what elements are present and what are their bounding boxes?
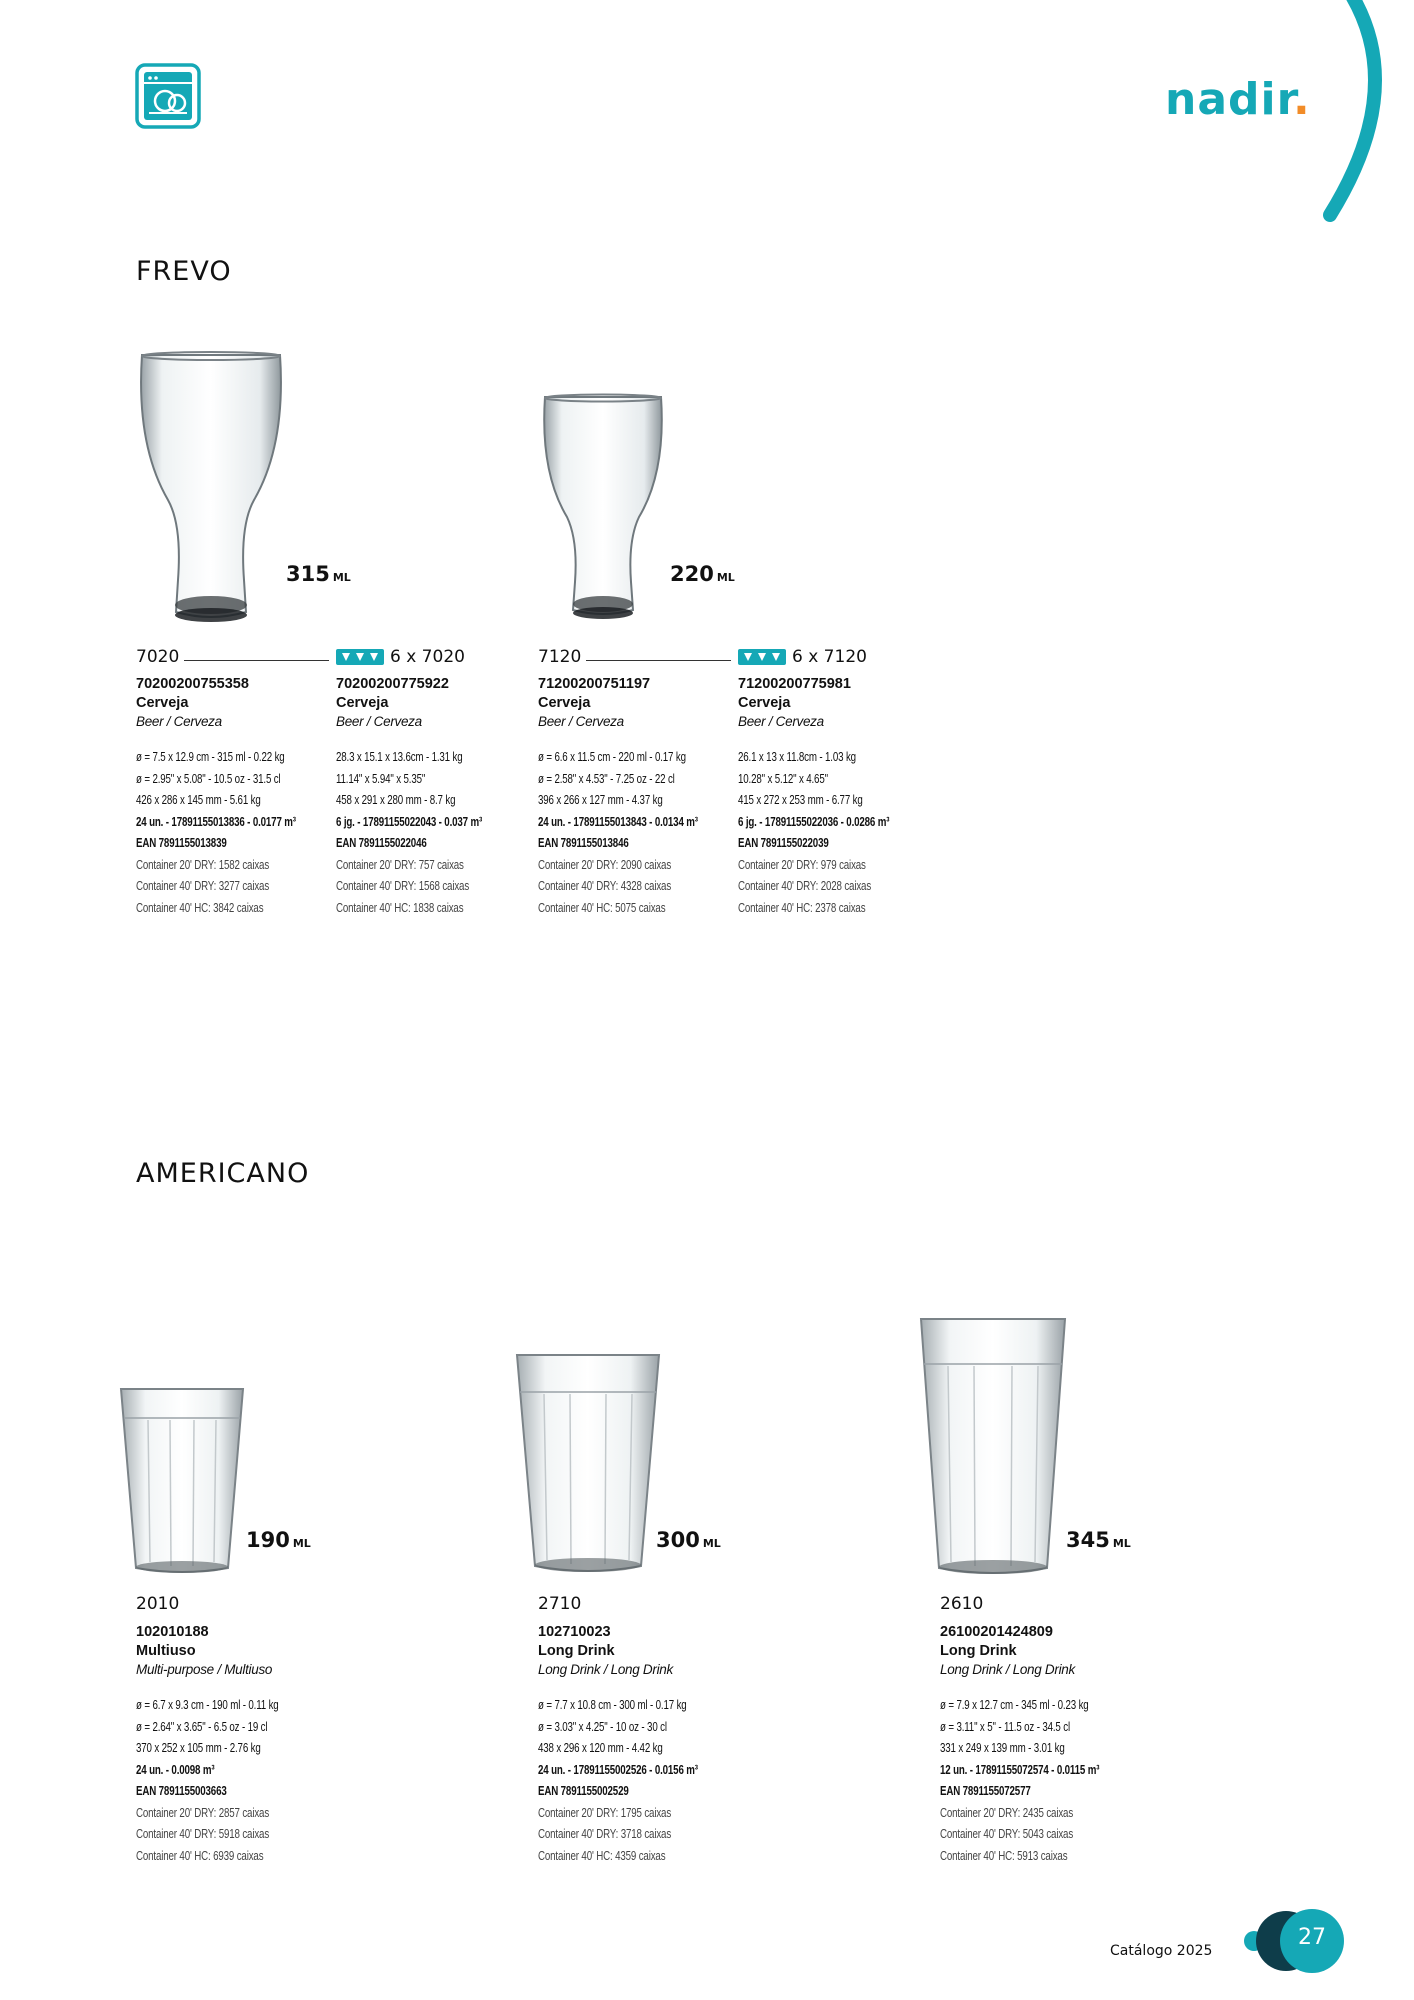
pack-info-7120 [738,676,933,919]
divider-line [586,660,731,661]
product-subtitle: Beer / Cerveza [136,714,222,729]
box-pack-icon [336,649,384,665]
spec-dimensions-imperial: ø = 2.64" x 3.65" - 6.5 oz - 19 cl [136,1719,268,1734]
product-name: Multiuso [136,1643,196,1659]
product-name: Cerveja [136,695,189,711]
spec-container-20dry: Container 20' DRY: 1795 caixas [538,1805,672,1820]
spec-box-size: 415 x 272 x 253 mm - 6.77 kg [738,793,863,807]
spec-container-20dry: Container 20' DRY: 2857 caixas [136,1805,270,1820]
capacity-label: 315 ML [286,562,351,586]
brand-logo: nadir. [1165,74,1311,125]
product-info-2710 [538,1624,733,1867]
spec-container-40hc: Container 40' HC: 5075 caixas [538,900,666,915]
spec-container-40dry: Container 40' DRY: 2028 caixas [738,879,872,893]
spec-container-40hc: Container 40' HC: 6939 caixas [136,1848,264,1863]
capacity-label: 345 ML [1066,1528,1131,1552]
spec-container-40hc: Container 40' HC: 4359 caixas [538,1848,666,1863]
product-subtitle: Multi-purpose / Multiuso [136,1662,273,1677]
spec-ean: EAN 7891155013839 [136,836,227,850]
product-name: Cerveja [336,695,389,711]
capacity-label: 300 ML [656,1528,721,1552]
spec-box-size: 458 x 291 x 280 mm - 8.7 kg [336,793,456,807]
spec-dimensions-imperial: 11.14" x 5.94" x 5.35" [336,771,426,786]
box-pack-icon [738,649,786,665]
product-subtitle: Long Drink / Long Drink [538,1662,673,1677]
product-name: Cerveja [538,695,591,711]
product-code: 2010 [136,1594,180,1614]
product-code: 2710 [538,1594,582,1614]
spec-container-40dry: Container 40' DRY: 1568 caixas [336,879,470,893]
spec-container-40hc: Container 40' HC: 3842 caixas [136,900,264,915]
spec-list [538,747,733,919]
product-info-2010 [136,1624,331,1867]
spec-list [538,1695,733,1867]
product-subtitle: Beer / Cerveza [738,714,824,729]
product-code: 2610 [940,1594,984,1614]
pack-code: 6 x 7020 [336,647,465,667]
spec-container-20dry: Container 20' DRY: 979 caixas [738,857,866,872]
spec-box-size: 370 x 252 x 105 mm - 2.76 kg [136,1741,261,1755]
spec-box-size: 438 x 296 x 120 mm - 4.42 kg [538,1741,663,1755]
spec-ean: EAN 7891155022046 [336,836,427,850]
ean-code: 71200200751197 [538,676,651,692]
spec-ean: EAN 7891155013846 [538,836,629,850]
spec-container-40dry: Container 40' DRY: 3277 caixas [136,879,270,893]
product-name: Long Drink [940,1643,1017,1659]
americano-300-glass-image [514,1352,662,1576]
product-name: Cerveja [738,695,791,711]
product-subtitle: Beer / Cerveza [336,714,422,729]
spec-container-20dry: Container 20' DRY: 2435 caixas [940,1805,1074,1820]
product-info-2610 [940,1624,1135,1867]
spec-box-size: 426 x 286 x 145 mm - 5.61 kg [136,793,261,807]
spec-container-20dry: Container 20' DRY: 1582 caixas [136,857,270,872]
spec-dimensions-imperial: ø = 3.03" x 4.25" - 10 oz - 30 cl [538,1719,667,1734]
page-number: 27 [1298,1925,1326,1950]
spec-list [336,747,531,919]
spec-box-size: 331 x 249 x 139 mm - 3.01 kg [940,1741,1065,1755]
capacity-label: 190 ML [246,1528,311,1552]
spec-dimensions-metric: ø = 7.9 x 12.7 cm - 345 ml - 0.23 kg [940,1698,1089,1712]
spec-box-units: 24 un. - 17891155013843 - 0.0134 m³ [538,814,698,829]
spec-container-40hc: Container 40' HC: 1838 caixas [336,900,464,915]
ean-code: 102710023 [538,1624,611,1640]
spec-dimensions-metric: ø = 7.5 x 12.9 cm - 315 ml - 0.22 kg [136,750,285,764]
product-name: Long Drink [538,1643,615,1659]
spec-box-units: 12 un. - 17891155072574 - 0.0115 m³ [940,1762,1100,1777]
decorative-arc-icon [1300,0,1410,225]
spec-dimensions-imperial: ø = 3.11" x 5" - 11.5 oz - 34.5 cl [940,1719,1070,1734]
spec-ean: EAN 7891155002529 [538,1784,629,1798]
spec-box-units: 24 un. - 0.0098 m³ [136,1762,215,1777]
americano-345-glass-image [918,1316,1068,1578]
spec-container-40dry: Container 40' DRY: 3718 caixas [538,1827,672,1841]
pack-code: 6 x 7120 [738,647,867,667]
spec-list [136,747,331,919]
spec-dimensions-metric: ø = 6.7 x 9.3 cm - 190 ml - 0.11 kg [136,1698,279,1712]
spec-dimensions-metric: 26.1 x 13 x 11.8cm - 1.03 kg [738,750,856,764]
product-code: 7120 [538,647,582,667]
ean-code: 70200200775922 [336,676,449,692]
ean-code: 26100201424809 [940,1624,1053,1640]
catalog-label: Catálogo 2025 [1110,1943,1213,1959]
spec-dimensions-imperial: 10.28" x 5.12" x 4.65" [738,771,828,786]
spec-container-40hc: Container 40' HC: 2378 caixas [738,900,866,915]
capacity-label: 220 ML [670,562,735,586]
americano-190-glass-image [118,1386,246,1576]
spec-ean: EAN 7891155022039 [738,836,829,850]
spec-dimensions-imperial: ø = 2.58" x 4.53" - 7.25 oz - 22 cl [538,771,675,786]
spec-container-40dry: Container 40' DRY: 4328 caixas [538,879,672,893]
ean-code: 102010188 [136,1624,209,1640]
product-code: 7020 [136,647,180,667]
divider-line [184,660,329,661]
spec-list [738,747,933,919]
spec-box-units: 24 un. - 17891155002526 - 0.0156 m³ [538,1762,698,1777]
spec-dimensions-metric: ø = 7.7 x 10.8 cm - 300 ml - 0.17 kg [538,1698,687,1712]
ean-code: 71200200775981 [738,676,851,692]
spec-box-units: 6 jg. - 17891155022043 - 0.037 m³ [336,814,483,829]
spec-ean: EAN 7891155003663 [136,1784,227,1798]
frevo-220-glass-image [540,392,666,624]
dishwasher-safe-icon [135,63,201,129]
spec-container-20dry: Container 20' DRY: 757 caixas [336,857,464,872]
section-title-americano: AMERICANO [136,1158,310,1189]
spec-container-20dry: Container 20' DRY: 2090 caixas [538,857,672,872]
spec-box-units: 24 un. - 17891155013836 - 0.0177 m³ [136,814,296,829]
section-title-frevo: FREVO [136,256,232,287]
spec-container-40dry: Container 40' DRY: 5918 caixas [136,1827,270,1841]
spec-list [136,1695,331,1867]
spec-dimensions-imperial: ø = 2.95" x 5.08" - 10.5 oz - 31.5 cl [136,771,281,786]
pack-info-7020 [336,676,531,919]
spec-box-units: 6 jg. - 17891155022036 - 0.0286 m³ [738,814,890,829]
frevo-315-glass-image [136,350,286,630]
spec-ean: EAN 7891155072577 [940,1784,1031,1798]
spec-container-40dry: Container 40' DRY: 5043 caixas [940,1827,1074,1841]
ean-code: 70200200755358 [136,676,249,692]
spec-dimensions-metric: 28.3 x 15.1 x 13.6cm - 1.31 kg [336,750,463,764]
product-info-7020 [136,676,331,919]
product-subtitle: Long Drink / Long Drink [940,1662,1075,1677]
spec-list [940,1695,1135,1867]
spec-box-size: 396 x 266 x 127 mm - 4.37 kg [538,793,663,807]
spec-dimensions-metric: ø = 6.6 x 11.5 cm - 220 ml - 0.17 kg [538,750,686,764]
spec-container-40hc: Container 40' HC: 5913 caixas [940,1848,1068,1863]
product-info-7120 [538,676,733,919]
product-subtitle: Beer / Cerveza [538,714,624,729]
